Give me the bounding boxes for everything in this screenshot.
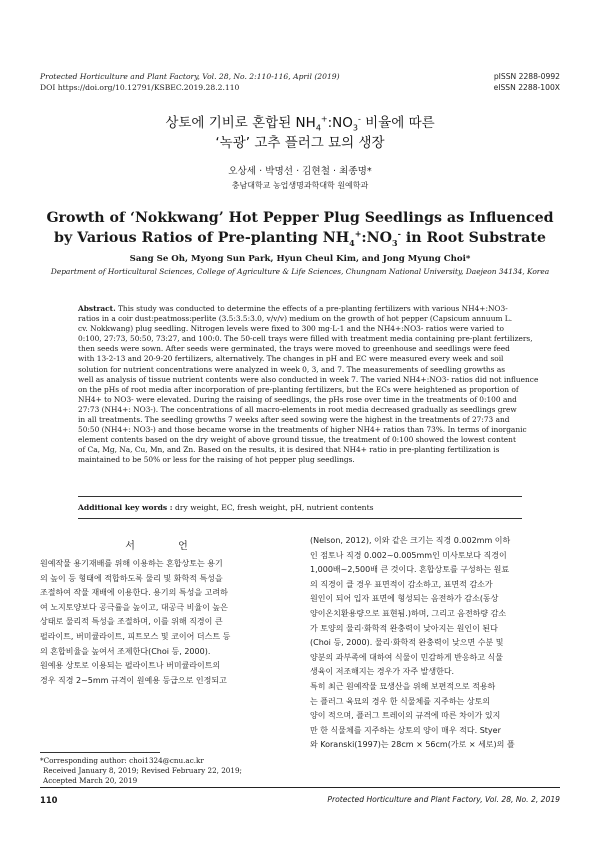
body-line: 원예용 상토로 이용되는 펄라이트나 버미큘라이트의 [40,661,221,671]
body-line: 조절하여 작물 재배에 이용한다. 용기의 특성을 고려하 [40,588,228,598]
body-line: 의 높이 등 형태에 적합하도록 물리 및 화학적 특성을 [40,573,223,583]
english-title-sup-minus: - [397,228,401,239]
english-title-line2 [0,229,600,248]
section-heading-introduction: 서 언 [125,541,208,552]
korean-title-sub-3: 3 [352,123,358,133]
body-line: 양이 적으며, 플러그 트레이의 규격에 따른 차이가 있지 [310,711,501,721]
journal-line: Protected Horticulture and Plant Factory, Vol. 28, No. 2:110-116, April (2019) [40,72,340,81]
abstract-line: 0:100, 27:73, 50:50, 73:27, and 100:0. The 50-cell trays were filled with treatment media containing pre-plant fertilizers, [78,334,533,344]
pissn: pISSN 2288-0992 [493,72,560,81]
footnote-divider [40,752,160,753]
issn-block [494,72,560,93]
body-line: 여 노지토양보다 공극률을 높이고, 대공극 비율이 높은 [40,602,228,612]
keywords-top-divider [78,496,522,497]
body-line: 상태로 물리적 특성을 조절하며, 이를 위해 직경이 큰 [40,617,223,627]
korean-title-sub-4: 4 [315,123,321,133]
doi-line: DOI https://doi.org/10.12791/KSBEC.2019.28.2.110 [40,82,240,92]
intro-right-column [310,534,562,753]
english-title-text-a: by Various Ratios of Pre-planting NH [54,230,350,246]
body-line: 1,000배~2,500배 큰 것이다. 혼합상토를 구성하는 원료 [310,565,510,575]
abstract-line-text: This study was conducted to determine the effects of a pre-planting fertilizers with various NH4+:NO3- [115,304,508,313]
keywords [78,503,522,513]
abstract-line: ratios in a coir dust:peatmoss:perlite (3.5:3.5:3.0, v/v/v) medium on the growth of hot pepper (Capsicum annuum L. [78,314,513,324]
abstract-line: 27:73 (NH4+: NO3-). The concentrations of all macro-elements in root media decreased gradually as seedlings grew [78,404,517,414]
abstract-line: with 13-2-13 and 20-9-20 fertilizers, alternatively. The changes in pH and EC were measured every week and soil [78,354,504,364]
korean-title-line2: ‘녹광’ 고추 플러그 묘의 생장 [215,135,385,151]
abstract-line: of Ca, Mg, Na, Cu, Mn, and Zn. Based on the results, it is desired that NH4+ ratio in pre-planting fertilization is [78,445,500,455]
abstract-line: maintained to be 50% or less for the raising of hot pepper plug seedlings. [78,455,355,465]
korean-title-text-c: 비율에 따른 [360,115,435,131]
abstract-line: solution for nutrient concentrations were analyzed in week 0, 3, and 7. The measurements of seedling growths as [78,364,506,374]
abstract-line: on the pHs of root media after incorporation of pre-planting fertilizers, but the ECs were heightened as proportion of [78,384,519,394]
body-line: 의 혼합비율을 높여서 조제한다(Choi 등, 2000). [40,646,211,656]
abstract-line: 50:50 (NH4+: NO3-) and those became worse in the treatments of higher NH4+ ratios than 73%. In terms of inorganic [78,425,527,435]
abstract-line [78,304,522,314]
english-title-text-b: :NO [361,230,392,246]
korean-authors: 오상세 · 박명선 · 김현철 · 최종명* [228,166,372,177]
body-line: 와 Koranski(1997)는 28cm × 56cm(가로 × 세로)의 플 [310,740,515,750]
body-line: 가 토양의 물리·화학적 완충력이 낮아지는 원인이 된다 [310,623,498,633]
body-line: (Choi 등, 2000). 물리·화학적 완충력이 낮으면 수분 및 [310,638,504,648]
abstract-line: in all treatments. The seedling growths 7 weeks after seed sowing were the highest in the treatments of 27:73 and [78,415,510,425]
korean-title-line1 [0,114,600,132]
korean-title-sup-plus: + [320,114,328,124]
abstract-line: element contents based on the dry weight of above ground tissue, the treatment of 0:100 showed the lowest content [78,435,516,445]
corresponding-author: *Corresponding author: choi1324@cnu.ac.kr [40,756,204,765]
footer-divider [40,787,560,788]
keywords-text: dry weight, EC, fresh weight, pH, nutrient contents [172,503,374,512]
body-line: 경우 직경 2~5mm 규격이 원예용 등급으로 인정되고 [40,675,227,685]
english-title-text-c: in Root Substrate [400,230,546,246]
korean-affiliation: 충남대학교 농업생명과학대학 원예학과 [231,181,369,190]
accepted-date: Accepted March 20, 2019 [43,776,138,785]
body-line: 원인이 되어 입자 표면에 형성되는 음전하가 감소(동상 [310,594,499,604]
keywords-label: Additional key words : [78,503,173,512]
footnote [40,756,293,786]
footer-journal: Protected Horticulture and Plant Factory, Vol. 28, No. 2, 2019 [327,795,560,804]
korean-title-text-a: 상토에 기비로 혼합된 NH [165,115,316,131]
body-line: 만 한 식물체를 지주하는 상토의 양이 매우 적다. Styer [310,725,501,735]
abstract-line: NH4+ to NO3- were elevated. During the raising of seedlings, the pHs rose over time in the treatments of 0:100 and [78,394,517,404]
received-date: Received January 8, 2019; Revised February 22, 2019; [43,766,242,775]
body-line: 의 직경이 클 경우 표면적이 감소하고, 표면적 감소가 [310,579,493,589]
english-title-sup-plus: + [354,228,362,239]
journal-citation [40,72,340,93]
eissn: eISSN 2288-100X [493,82,560,92]
english-title-line1: Growth of ‘Nokkwang’ Hot Pepper Plug Seedlings as Influenced [46,210,554,226]
body-line: 인 점토나 직경 0.002~0.005mm인 미사토보다 직경이 [310,550,507,560]
abstract-line: well as analysis of tissue nutrient contents were also conducted in week 7. The varied NH4+:NO3- ratios did not influence [78,374,539,384]
intro-left-column [40,557,293,688]
body-line: 양이온치환용량으로 표현됨.)하며, 그리고 음전하량 감소 [310,608,507,618]
keywords-bottom-divider [78,518,522,519]
english-title-sub-3: 3 [391,237,398,248]
body-line: 생육이 저조해지는 경우가 자주 발생한다. [310,667,455,677]
body-line: 펄라이트, 버미큘라이트, 피트모스 및 코이어 더스트 등 [40,631,231,641]
english-title-sub-4: 4 [349,237,355,248]
abstract [78,304,539,466]
korean-title-text-b: :NO [327,115,353,131]
abstract-label: Abstract. [78,304,116,313]
abstract-line: then seeds were sown. After seeds were germinated, the trays were moved to greenhouse and seedlings were feed [78,344,510,354]
english-authors: Sang Se Oh, Myong Sun Park, Hyun Cheul Kim, and Jong Myung Choi* [129,254,471,264]
body-line: 특히 최근 원예작물 묘생산을 위해 보편적으로 적용하 [310,681,496,691]
korean-title-sup-minus: - [357,114,361,124]
body-line: 원예작물 용기재배를 위해 이용하는 혼합상토는 용기 [40,559,223,568]
body-line: 는 플러그 육묘의 경우 한 식물체를 지주하는 상토의 [310,696,491,706]
page-number: 110 [40,795,58,805]
abstract-line: cv. Nokkwang) plug seedling. Nitrogen levels were fixed to 300 mg·L-1 and the NH4+:NO3- ratios were varied to [78,324,504,334]
body-line: (Nelson, 2012), 이와 같은 크기는 직경 0.002mm 이하 [310,536,511,545]
english-affiliation: Department of Horticultural Sciences, College of Agriculture & Life Sciences, Chungnam National University, Daejeon 34134, Korea [50,267,550,276]
body-line: 양분의 과부족에 대하여 식물이 민감하게 반응하고 식물 [310,652,503,662]
